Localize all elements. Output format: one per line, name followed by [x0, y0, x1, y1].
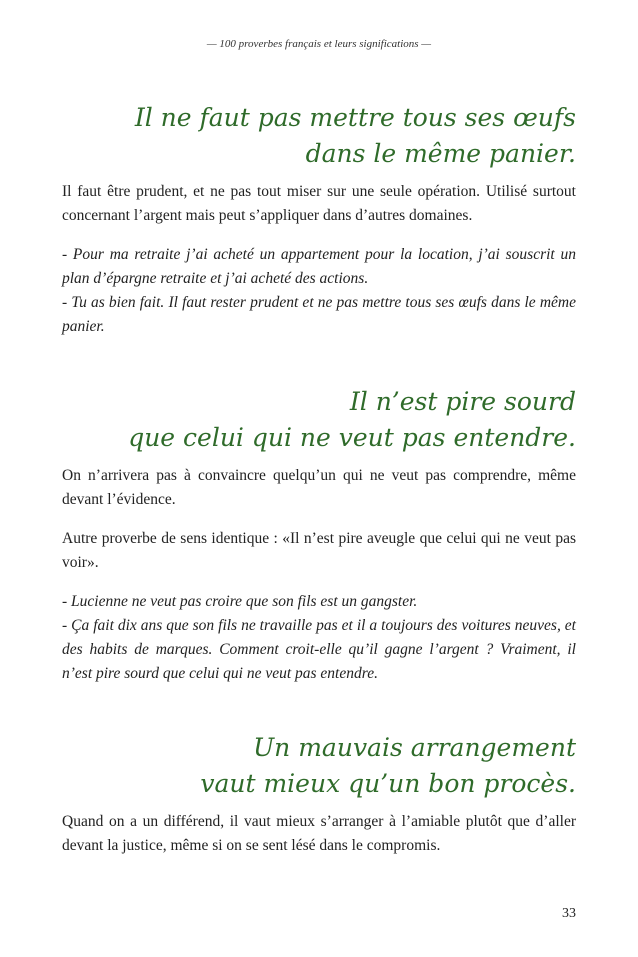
- example-line: - Pour ma retraite j’ai acheté un appartement pour la location, j’ai souscrit un plan d’épargne retraite et j’ai acheté des actions.: [62, 246, 576, 287]
- proverb-title-line: Un mauvais arrangement: [253, 733, 576, 762]
- proverb-section-1: [62, 100, 576, 339]
- proverb-title-line: Il n’est pire sourd: [349, 387, 576, 416]
- proverb-note: Autre proverbe de sens identique : «Il n’est pire aveugle que celui qui ne veut pas voir».: [62, 530, 576, 571]
- proverb-meaning: Il faut être prudent, et ne pas tout miser sur une seule opération. Utilisé surtout concernant l’argent mais peut s’appliquer dans d’autres domaines.: [62, 183, 576, 224]
- proverb-title: [62, 100, 576, 172]
- proverb-title-line: dans le même panier.: [305, 139, 576, 168]
- page-number: 33: [562, 906, 576, 921]
- example-line: - Lucienne ne veut pas croire que son fils est un gangster.: [62, 593, 418, 610]
- proverb-title-line: que celui qui ne veut pas entendre.: [128, 423, 576, 452]
- proverb-title-line: vaut mieux qu’un bon procès.: [200, 769, 576, 798]
- proverb-section-3: [62, 730, 576, 858]
- proverb-title-line: Il ne faut pas mettre tous ses œufs: [134, 103, 576, 132]
- proverb-meaning: Quand on a un différend, il vaut mieux s’arranger à l’amiable plutôt que d’aller devant la justice, même si on se sent lésé dans le compromis.: [62, 813, 576, 854]
- proverb-meaning: On n’arrivera pas à convaincre quelqu’un qui ne veut pas comprendre, même devant l’évidence.: [62, 467, 576, 508]
- proverb-section-2: [62, 384, 576, 686]
- example-line: - Tu as bien fait. Il faut rester prudent et ne pas mettre tous ses œufs dans le même panier.: [62, 294, 576, 335]
- proverb-title: [62, 730, 576, 802]
- proverb-title: [62, 384, 576, 456]
- running-header: — 100 proverbes français et leurs significations —: [206, 38, 432, 50]
- example-line: - Ça fait dix ans que son fils ne travaille pas et il a toujours des voitures neuves, et des habits de marques. Comment croit-elle qu’il gagne l’argent ? Vraiment, il n’est pire sourd que celui qui ne veut pas entendre.: [62, 617, 576, 682]
